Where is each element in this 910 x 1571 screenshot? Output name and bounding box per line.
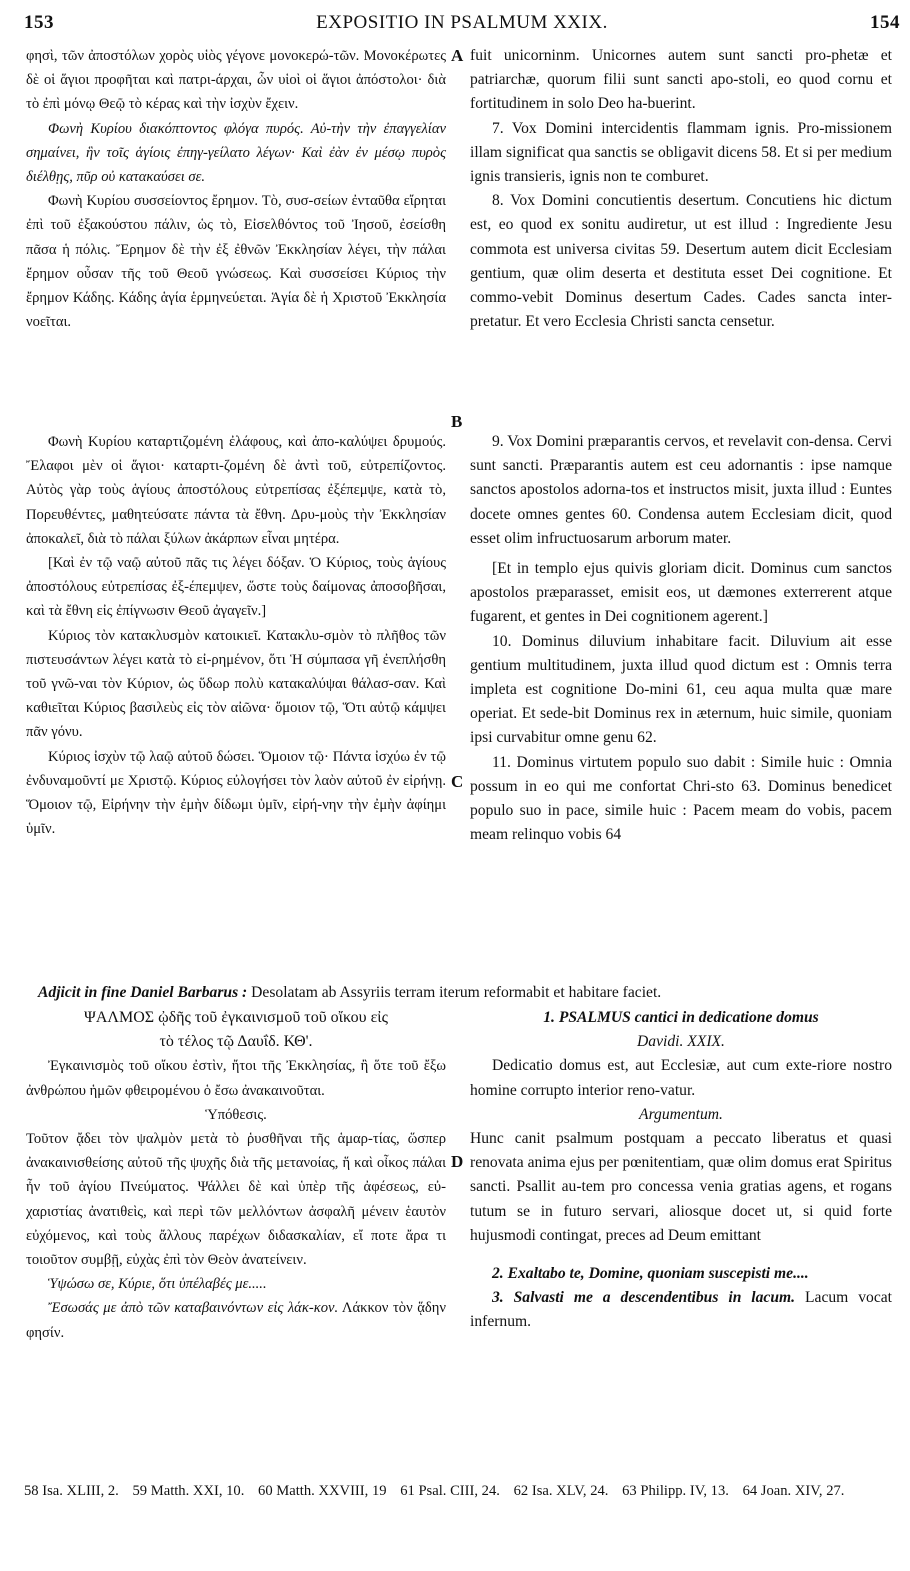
greek-paragraph: Κύριος ἰσχὺν τῷ λαῷ αὐτοῦ δώσει. Ὅμοιον τῷ· Πάντα ἰσχύω ἐν τῷ ἐνδυναμοῦντί με Χριστῷ. Κύριος εὐλογήσει τὸν λαὸν αὐτοῦ ἐν εἰρήνῃ. Ὅμοιον τῷ, Εἰρήνην τὴν ἐμὴν δίδωμι ὑμῖν, εἰρή-νην τὴν ἐμὴν ἀφίημι ὑμῖν. (26, 748, 446, 838)
latin-column-mid (470, 430, 892, 847)
latin-paragraph: fuit unicorninm. Unicornes autem sunt sancti pro-phetæ et patriarchæ, quorum filii sunt sancti apo-stoli, eo quod cornu et fortitudinem in solo Deo ha-buerint. (470, 47, 892, 113)
latin-verse-gloss: Lacum vocat infernum. (470, 1289, 892, 1331)
latin-paragraph: Hunc canit psalmum postquam a peccato liberatus et quasi renovata anima ejus per pœnitentiam, quæ olim domus erat Spiritus sancti. Psallit au-tem pro concessa venia gratias agens, et rogans tutum se in futuro servari, aliosque docet ut, si quid forte hujusmodi contingat, preces ad Deum emittant (470, 1130, 892, 1244)
footnote: 60 Matth. XXVIII, 19 (258, 1483, 387, 1499)
greek-verse (26, 1296, 446, 1344)
greek-paragraph: Φωνὴ Κυρίου καταρτιζομένη ἐλάφους, καὶ ἀπο-καλύψει δρυμούς. Ἔλαφοι μὲν οἱ ἅγιοι· καταρτι-ζομένη δὲ ἀντὶ τοῦ, εὐτρεπίζοντος. Αὐτὸς γὰρ τοὺς ἁγίους ἀποστόλους εὐτρεπίσας ἐξέπεμψε, κατὰ τὸ, Πορευθέντες, μαθητεύσατε πάντα τὰ ἔθνη. Δρυ-μοὺς τὴν Ἐκκλησίαν ἀποκαλεῖ, διὰ τὸ πάλαι ξύλων ἀκάρπων εἶναι μητέρα. (26, 434, 446, 547)
greek-psalm-title: ΨΑΛΜΟΣ ᾠδῆς τοῦ ἐγκαινισμοῦ τοῦ οἴκου εἰς (84, 1009, 388, 1026)
footnote: 62 Isa. XLV, 24. (513, 1483, 609, 1499)
greek-paragraph: Φωνὴ Κυρίου διακόπτοντος φλόγα πυρός. Αὐ-τὴν τὴν ἐπαγγελίαν σημαίνει, ἣν τοῖς ἁγίοις ἐπηγ-γείλατο λέγων· Καὶ ἐὰν ἐν μέσῳ πυρὸς διέλθῃς, πῦρ οὐ κατακαύσει σε. (26, 120, 446, 186)
running-title: EXPOSITIO IN PSALMUM XXIX. (316, 12, 608, 33)
greek-paragraph: [Καὶ ἐν τῷ ναῷ αὐτοῦ πᾶς τις λέγει δόξαν. Ὁ Κύριος, τοὺς ἁγίους ἀποστόλους εὐτρεπίσας ἐξ-έπεμψεν, ὥστε τοὺς δαίμονας ἀποσοβῆσαι, καὶ τὰ ἔθνη εἰς ἐπίγνωσιν Θεοῦ ἀγαγεῖν.] (26, 555, 446, 620)
margin-marker-c: C (451, 772, 464, 791)
latin-paragraph: 8. Vox Domini concutientis desertum. Concutiens hic dictum est, eo quod ex sonitu audiretur, ut est illud : Ingrediente Jesu commota est universa civitas 59. Desertum autem dicit Ecclesiam gentium, quæ olim deserta et destituta esset Dei cognitione. Et commo-vebit Dominus desertum Cades. Cades sancta inter-pretatur. Et vero Ecclesia Christi sancta censetur. (470, 192, 892, 331)
greek-paragraph: Ἐγκαινισμὸς τοῦ οἴκου ἐστὶν, ἤτοι τῆς Ἐκκλησίας, ἢ ὅτε τοῦ ἔξω ἀνθρώπου ἡμῶν φθειρομένου ὁ ἔσω ἀνακαινοῦται. (26, 1058, 446, 1099)
footnote: 58 Isa. XLIII, 2. (24, 1483, 119, 1499)
running-header (24, 12, 900, 38)
full-width-note (38, 982, 878, 1004)
latin-column-bottom (470, 1006, 892, 1335)
latin-paragraph: [Et in templo ejus quivis gloriam dicit. Dominus cum sanctos apostolos præparasset, emisit eos, ut dæmones exterrerent atque fugarent, et gentes in Dei cognitionem agerent.] (470, 560, 892, 626)
latin-paragraph: Dedicatio domus est, aut Ecclesiæ, aut cum exte-riore nostro homine corrupto interior reno-vatur. (470, 1057, 892, 1099)
latin-verse-quote: 3. Salvasti me a descendentibus in lacum. (492, 1289, 796, 1307)
greek-paragraph: Κύριος τὸν κατακλυσμὸν κατοικιεῖ. Κατακλυ-σμὸν τὸ πλῆθος τῶν πιστευσάντων λέγει κατὰ τὸ εἰ-ρημένον, ὅτι Ἡ σύμπασα γῆ ἐνεπλήσθη τοῦ γνῶ-ναι τὸν Κύριον, ὡς ὕδωρ πολὺ κατακαλύψαι θάλασ-σαν. Καὶ καθιεῖται Κύριος βασιλεὺς εἰς τὸν αἰῶνα· ὅμοιον τῷ, Ὅτι αὐτῷ κάμψει πᾶν γόνυ. (26, 627, 446, 741)
note-label: Adjicit in fine Daniel Barbarus : (38, 984, 248, 1001)
latin-paragraph: 11. Dominus virtutem populo suo dabit : Simile huic : Omnia possum in eo qui me confortat Chri-sto 63. Dominus benedicet populo suo in pace, simile huic : Pacem meam do vobis, pacem meam relinquo vobis 64 (470, 753, 892, 844)
footnotes (24, 1480, 896, 1502)
greek-paragraph: Φωνὴ Κυρίου συσσείοντος ἔρημον. Τὸ, συσ-σείων ἐνταῦθα εἴρηται ἐπὶ τοῦ ἐξακούστου πάλιν, ὡς τὸ, Εἰσελθόντος τοῦ Ἰησοῦ, ἐσείσθη πᾶσα ἡ πόλις. Ἔρημον δὲ τὴν ἐξ ἐθνῶν Ἐκκλησίαν λέγει, τὴν πάλαι ἔρημον οὖσαν τῆς τοῦ Θεοῦ γνώσεως. Καὶ συσσείσει Κύριος τὴν ἔρημον Κάδης. Κάδης ἁγία ἑρμηνεύεται. Ἁγία δὲ ἡ Χριστοῦ Ἐκκλησία νοεῖται. (26, 193, 446, 331)
latin-heading: Argumentum. (639, 1105, 723, 1123)
greek-heading: Ὑπόθεσις. (205, 1106, 267, 1123)
latin-paragraph: 10. Dominus diluvium inhabitare facit. Diluvium ait esse gentium multitudinem, juxta illud quod dictum est : Omnis terra impleta est cognitione Do-mini 61, ceu aqua multa quæ mare operiat. Et sede-bit Dominus rex in æternum, huic simile, quoniam ipsi curvabitur omne genu 62. (470, 632, 892, 747)
margin-marker-b: B (451, 412, 463, 431)
page-number-left: 153 (24, 12, 54, 33)
latin-column-top (470, 44, 892, 334)
latin-verse: 2. Exaltabo te, Domine, quoniam suscepisti me.... (492, 1265, 809, 1283)
page-number-right: 154 (870, 12, 900, 33)
greek-column-bottom (26, 1006, 446, 1345)
latin-psalm-title-line: Davidi. XXIX. (637, 1033, 725, 1051)
latin-paragraph: 7. Vox Domini intercidentis flammam ignis. Pro-missionem illam significat qua sanctis se obligavit dicens 58. Et si per medium ignis transieris, ignis non te comburet. (470, 119, 892, 186)
footnote: 63 Philipp. IV, 13. (622, 1483, 729, 1499)
greek-paragraph: Τοῦτον ᾄδει τὸν ψαλμὸν μετὰ τὸ ῥυσθῆναι τῆς ἁμαρ-τίας, ὥσπερ ἀνακαινισθείσης αὐτοῦ τῆς ψυχῆς διὰ τῆς μετανοίας, ἥ καὶ οἶκος πάλαι ἦν τοῦ ἁγίου Πνεύματος. Ψάλλει δὲ καὶ ὑπὲρ τῆς ἀφέσεως, εὐ-χαριστίας ἀνατιθεὶς, καὶ περὶ τῶν μελλόντων ἀσφαλῆ μένειν ἑαυτὸν εὐχόμενος, καὶ τοὺς ἄλλους παρέχων διδασκαλίαν, εἴ ποτε ἄρα τι τοιοῦτον συμβῇ, εὐχὰς ἐπὶ τὸν Θεὸν ἀνατείνειν. (26, 1131, 446, 1269)
margin-marker-d: D (451, 1152, 464, 1171)
greek-verse-gloss: Λάκκον τὸν ᾅδην φησίν. (26, 1300, 446, 1341)
footnote: 59 Matth. XXI, 10. (132, 1483, 245, 1499)
greek-verse: Ὑψώσω σε, Κύριε, ὅτι ὑπέλαβές με..... (48, 1276, 267, 1293)
latin-verse (470, 1286, 892, 1334)
latin-psalm-title (470, 1006, 892, 1030)
greek-psalm-title: τὸ τέλος τῷ Δαυΐδ. ΚΘ'. (159, 1033, 313, 1051)
note-text: Desolatam ab Assyriis terram iterum reformabit et habitare faciet. (251, 984, 662, 1001)
footnote: 64 Joan. XIV, 27. (742, 1483, 845, 1499)
footnote: 61 Psal. CIII, 24. (400, 1483, 500, 1499)
greek-verse-quote: Ἔσωσάς με ἀπὸ τῶν καταβαινόντων εἰς λάκ-κον. (48, 1300, 339, 1317)
latin-psalm-title-line: 1. PSALMUS cantici in dedicatione domus (543, 1009, 819, 1026)
latin-paragraph: 9. Vox Domini præparantis cervos, et revelavit con-densa. Cervi sunt sancti. Præparantis autem est ceu adornantis : ipse namque sanctos apostolos adorna-tos et instructos misit, juxta illud : Euntes docete omnes gentes 60. Condensa autem Ecclesiam dicit, quod esset olim infructuosarum arborum mater. (470, 433, 893, 547)
greek-column-mid (26, 430, 446, 841)
greek-paragraph: φησὶ, τῶν ἀποστόλων χορὸς υἱὸς γέγονε μονοκερώ-τῶν. Μονοκέρωτες δὲ οἱ ἅγιοι προφῆται καὶ πατρι-άρχαι, ὧν υἱοὶ οἱ ἅγιοι ἀπόστολοι· διὰ τὸ ἐπὶ μόνῳ Θεῷ τὸ κέρας καὶ τὴν ἰσχὺν ἔχειν. (26, 48, 446, 113)
greek-column-top (26, 44, 446, 334)
margin-marker-a: A (451, 46, 464, 65)
